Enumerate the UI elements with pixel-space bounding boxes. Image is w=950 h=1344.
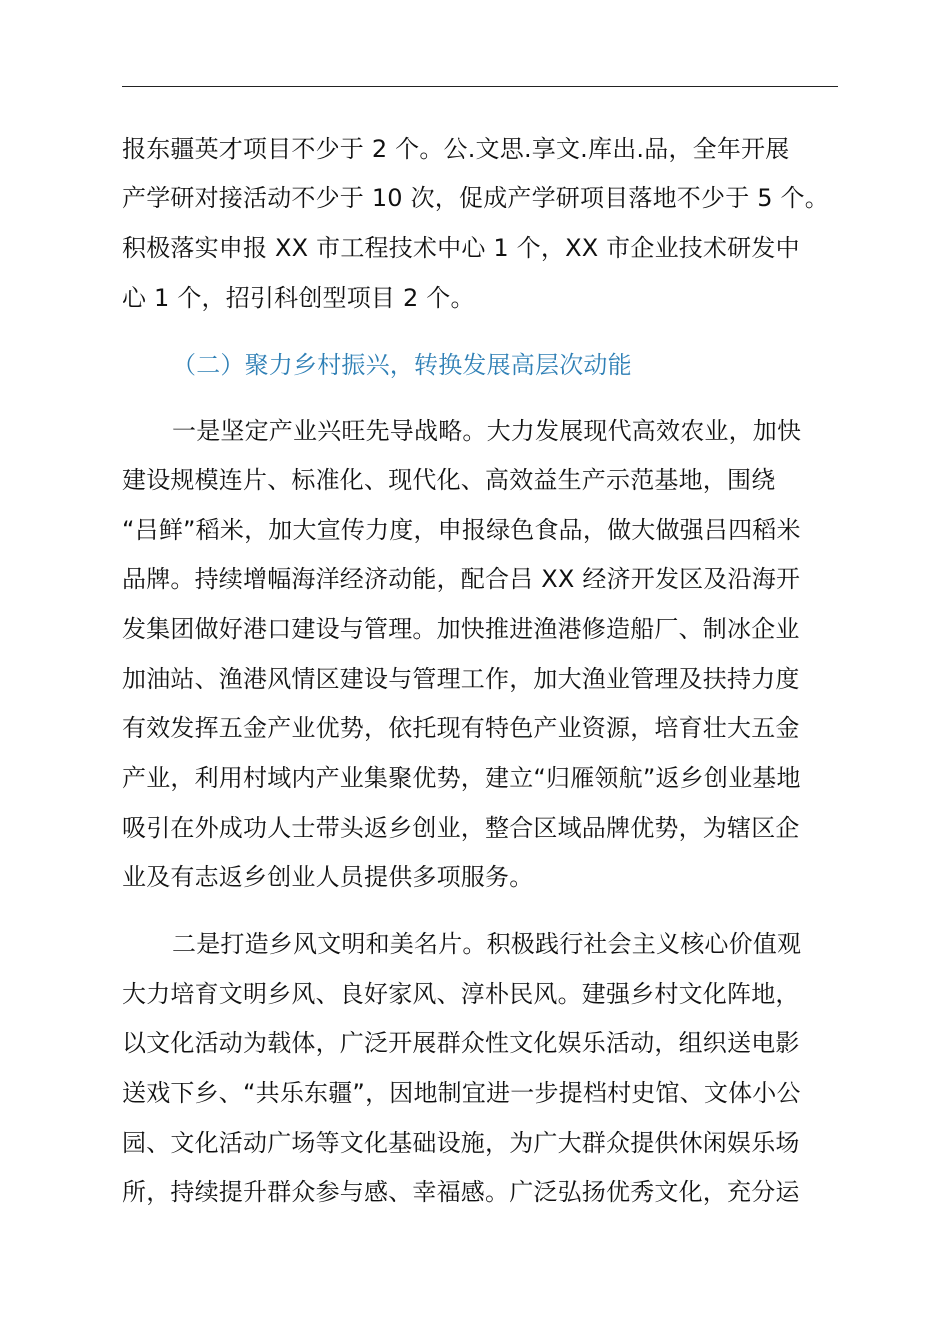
paragraph-2-line: 一是坚定产业兴旺先导战略。大力发展现代高效农业，加快 — [172, 417, 802, 445]
section-heading: （二）聚力乡村振兴，转换发展高层次动能 — [172, 351, 632, 379]
paragraph-2-line: 有效发挥五金产业优势，依托现有特色产业资源，培育壮大五金 — [122, 714, 800, 742]
paragraph-2-line: 产业，利用村域内产业集聚优势，建立“归雁领航”返乡创业基地 — [122, 764, 801, 792]
paragraph-1-line: 报东疆英才项目不少于 2 个。公.文思.享文.库出.品，全年开展 — [122, 135, 790, 163]
paragraph-2-line: “吕鲜”稻米，加大宣传力度，申报绿色食品，做大做强吕四稻米 — [122, 516, 801, 544]
paragraph-3-line: 二是打造乡风文明和美名片。积极践行社会主义核心价值观 — [172, 930, 802, 958]
paragraph-3-line: 园、文化活动广场等文化基础设施，为广大群众提供休闲娱乐场 — [122, 1129, 800, 1157]
paragraph-2-line: 吸引在外成功人士带头返乡创业，整合区域品牌优势，为辖区企 — [122, 814, 800, 842]
paragraph-1-line: 心 1 个，招引科创型项目 2 个。 — [122, 284, 475, 312]
header-divider — [122, 86, 838, 87]
paragraph-2-line: 加油站、渔港风情区建设与管理工作，加大渔业管理及扶持力度 — [122, 665, 800, 693]
paragraph-3-line: 所，持续提升群众参与感、幸福感。广泛弘扬优秀文化，充分运 — [122, 1178, 800, 1206]
paragraph-3-line: 以文化活动为载体，广泛开展群众性文化娱乐活动，组织送电影 — [122, 1029, 800, 1057]
paragraph-1-line: 积极落实申报 XX 市工程技术中心 1 个，XX 市企业技术研发中 — [122, 234, 800, 262]
paragraph-3-line: 大力培育文明乡风、良好家风、淳朴民风。建强乡村文化阵地， — [122, 980, 800, 1008]
paragraph-2-line: 品牌。持续增幅海洋经济动能，配合吕 XX 经济开发区及沿海开 — [122, 565, 801, 593]
paragraph-2-line: 建设规模连片、标准化、现代化、高效益生产示范基地，围绕 — [122, 466, 776, 494]
paragraph-1-line: 产学研对接活动不少于 10 次，促成产学研项目落地不少于 5 个。 — [122, 184, 829, 212]
paragraph-2-line: 业及有志返乡创业人员提供多项服务。 — [122, 863, 534, 891]
paragraph-2-line: 发集团做好港口建设与管理。加快推进渔港修造船厂、制冰企业 — [122, 615, 800, 643]
paragraph-3-line: 送戏下乡、“共乐东疆”，因地制宜进一步提档村史馆、文体小公 — [122, 1079, 801, 1107]
